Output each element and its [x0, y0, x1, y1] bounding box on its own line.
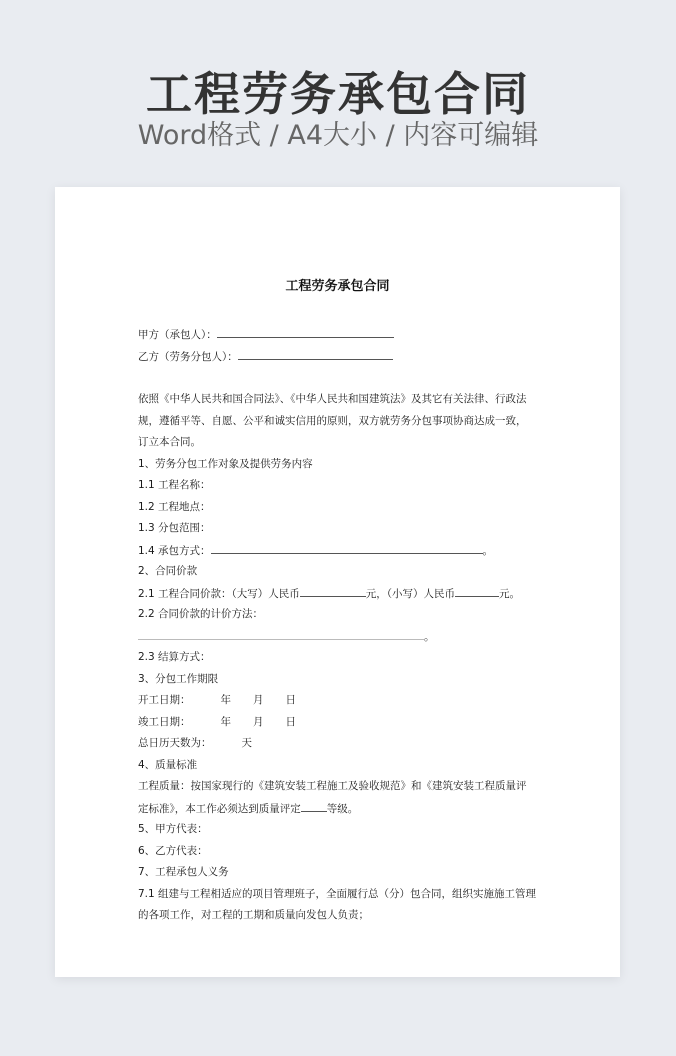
section-7-heading: 7、工程承包人义务 — [138, 866, 229, 878]
section-1-1: 1.1 工程名称： — [138, 479, 211, 491]
end-year: 年 — [220, 716, 231, 728]
quality-line-2 — [138, 801, 358, 816]
start-month: 月 — [253, 694, 264, 706]
party-b-blank[interactable] — [238, 349, 393, 360]
section-2-1-label-c: 元。 — [499, 588, 521, 600]
section-1-4-line — [138, 543, 493, 558]
document-title: 工程劳务承包合同 — [285, 279, 390, 294]
section-2-heading: 2、合同价款 — [138, 565, 198, 577]
section-1-heading: 1、劳务分包工作对象及提供劳务内容 — [138, 458, 313, 470]
start-date-label: 开工日期： — [138, 694, 191, 706]
quality-line-2-b: 等级。 — [326, 803, 359, 815]
end-day: 日 — [285, 716, 296, 728]
end-date-line — [138, 715, 296, 729]
banner-subtitle: Word格式 / A4大小 / 内容可编辑 — [137, 120, 539, 151]
start-day: 日 — [285, 694, 296, 706]
party-a-blank[interactable] — [217, 327, 394, 338]
start-year: 年 — [220, 694, 231, 706]
intro-line-1: 依照《中华人民共和国合同法》、《中华人民共和国建筑法》及其它有关法律、行政法 — [138, 393, 527, 405]
section-2-2-end: 。 — [424, 631, 435, 643]
end-date-label: 竣工日期： — [138, 716, 191, 728]
start-date-line — [138, 693, 296, 707]
price-uppercase-blank[interactable] — [300, 586, 366, 597]
party-b-label: 乙方（劳务分包人）： — [138, 351, 238, 363]
end-month: 月 — [253, 716, 264, 728]
total-days-unit: 天 — [241, 737, 252, 749]
price-lowercase-blank[interactable] — [455, 586, 499, 597]
section-2-1-line — [138, 586, 520, 601]
section-7-1-line-2: 的各项工作，对工程的工期和质量向发包人负责； — [138, 909, 369, 921]
section-2-2: 2.2 合同价款的计价方法： — [138, 608, 264, 620]
section-7-1-line-1: 7.1 组建与工程相适应的项目管理班子，全面履行总（分）包合同，组织实施施工管理 — [138, 888, 537, 900]
quality-line-1: 工程质量：按国家现行的《建筑安装工程施工及验收规范》和《建筑安装工程质量评 — [138, 780, 527, 792]
total-days-label: 总日历天数为： — [138, 737, 212, 749]
section-6: 6、乙方代表： — [138, 845, 208, 857]
party-b-line — [138, 349, 393, 364]
total-days-line — [138, 736, 252, 750]
section-2-1-label-b: 元，（小写）人民币 — [365, 588, 456, 600]
intro-line-3: 订立本合同。 — [138, 436, 201, 448]
section-2-1-label-a: 2.1 工程合同价款：（大写）人民币 — [138, 588, 300, 600]
contract-method-blank[interactable] — [211, 543, 483, 554]
banner-title: 工程劳务承包合同 — [146, 67, 530, 121]
pricing-method-blank[interactable] — [138, 629, 424, 640]
section-2-3: 2.3 结算方式： — [138, 651, 211, 663]
intro-line-2: 规，遵循平等、自愿、公平和诚实信用的原则，双方就劳务分包事项协商达成一致， — [138, 415, 527, 427]
section-5: 5、甲方代表： — [138, 823, 208, 835]
document-page — [55, 187, 620, 977]
section-1-2: 1.2 工程地点： — [138, 501, 211, 513]
section-1-4-end: 。 — [482, 545, 494, 557]
section-1-4-label: 1.4 承包方式： — [138, 545, 211, 557]
section-1-3: 1.3 分包范围： — [138, 522, 211, 534]
section-3-heading: 3、分包工作期限 — [138, 673, 219, 685]
quality-line-2-a: 定标准》，本工作必须达到质量评定 — [138, 803, 301, 815]
section-4-heading: 4、质量标准 — [138, 759, 198, 771]
section-2-2-blank-line — [138, 629, 435, 644]
party-a-line — [138, 327, 394, 342]
party-a-label: 甲方（承包人）： — [138, 329, 217, 341]
quality-grade-blank[interactable] — [301, 801, 327, 812]
